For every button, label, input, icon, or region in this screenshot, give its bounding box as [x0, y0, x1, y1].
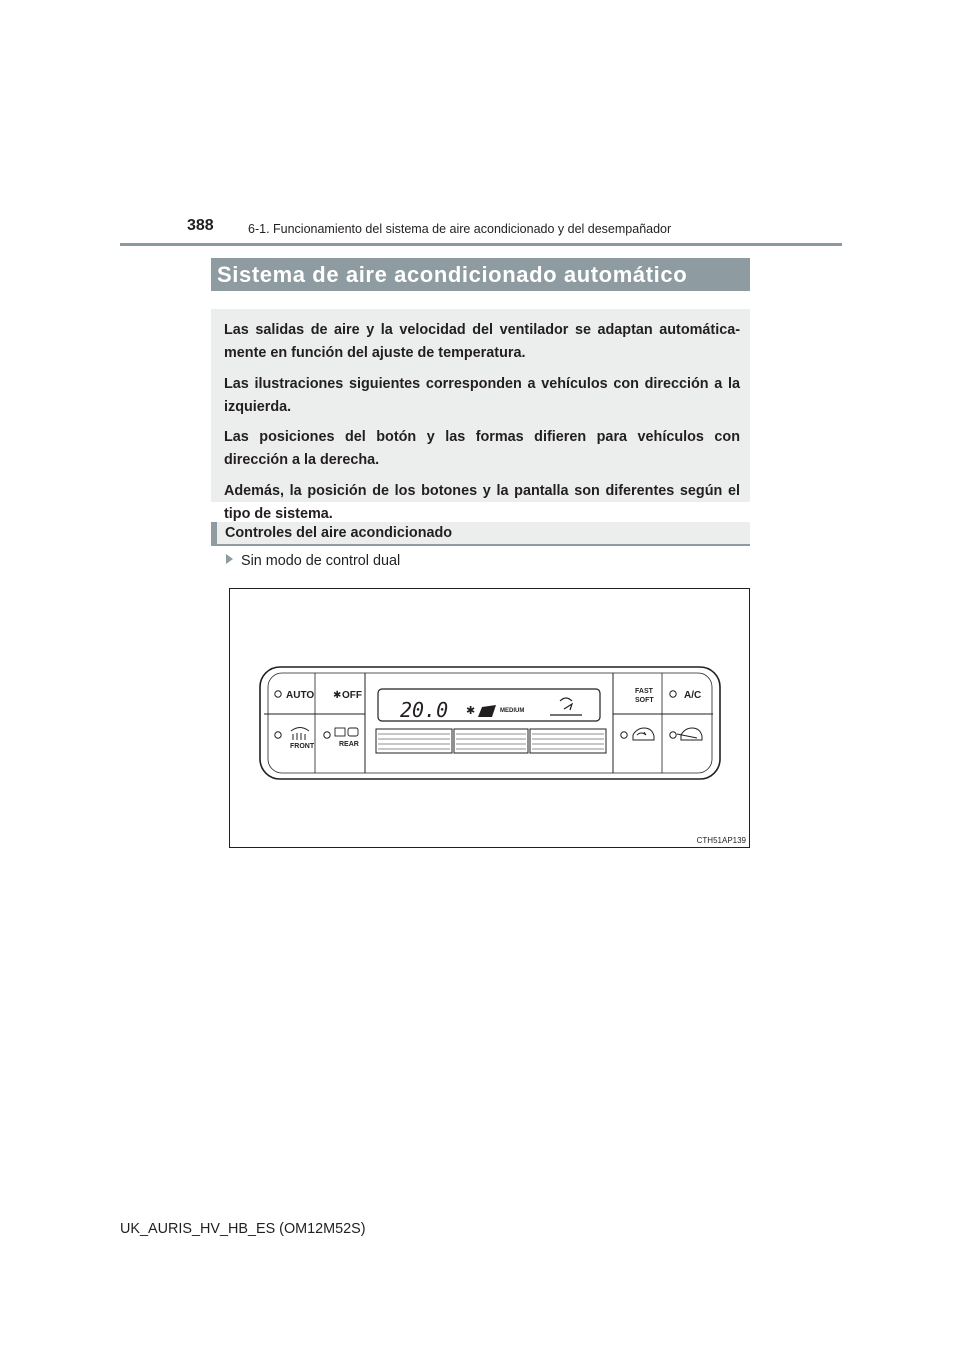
- fan-off-button[interactable]: [333, 690, 362, 701]
- fan-mode-label: MEDIUM: [500, 708, 525, 714]
- subsection-header: [211, 522, 750, 546]
- intro-paragraph: Las ilustraciones siguientes corresponden a vehículos con dirección a la izquierda.: [224, 375, 740, 415]
- control-panel-figure: [229, 588, 750, 848]
- footer-code: UK_AURIS_HV_HB_ES (OM12M52S): [120, 1221, 366, 1237]
- subsection-title: Controles del aire acondicionado: [225, 525, 453, 541]
- ac-label: A/C: [684, 690, 702, 701]
- front-label: FRONT: [290, 743, 315, 750]
- intro-box: [211, 309, 750, 523]
- bullet-item: [226, 553, 400, 569]
- fan-icon: ✱: [466, 704, 476, 717]
- page-number: 388: [187, 217, 214, 234]
- off-label: OFF: [342, 690, 362, 701]
- intro-paragraph: Las posiciones del botón y las formas difieren para vehículos con dirección a la derecha.: [224, 429, 740, 469]
- control-panel-illustration: [230, 589, 749, 847]
- bullet-text: Sin modo de control dual: [241, 553, 401, 569]
- rear-label: REAR: [339, 741, 359, 748]
- section-title: Sistema de aire acondicionado automático: [211, 258, 750, 291]
- figure-code: CTH51AP139: [696, 836, 746, 845]
- display-screen: [378, 689, 600, 722]
- header-rule: [120, 243, 842, 246]
- intro-paragraph: Las salidas de aire y la velocidad del ventilador se adaptan automática-mente en función del ajuste de temperatura.: [224, 322, 740, 362]
- air-vents: [376, 729, 606, 753]
- fan-icon: ✱: [333, 690, 342, 701]
- soft-label: SOFT: [635, 697, 654, 704]
- temperature-readout: 20.0: [400, 698, 449, 722]
- header-title: 6-1. Funcionamiento del sistema de aire acondicionado y del desempañador: [248, 222, 672, 236]
- bullet-triangle-icon: [226, 554, 233, 564]
- auto-label: AUTO: [286, 690, 315, 701]
- intro-paragraph: Además, la posición de los botones y la pantalla son diferentes según el tipo de sistema.: [224, 482, 740, 523]
- fast-label: FAST: [635, 688, 653, 695]
